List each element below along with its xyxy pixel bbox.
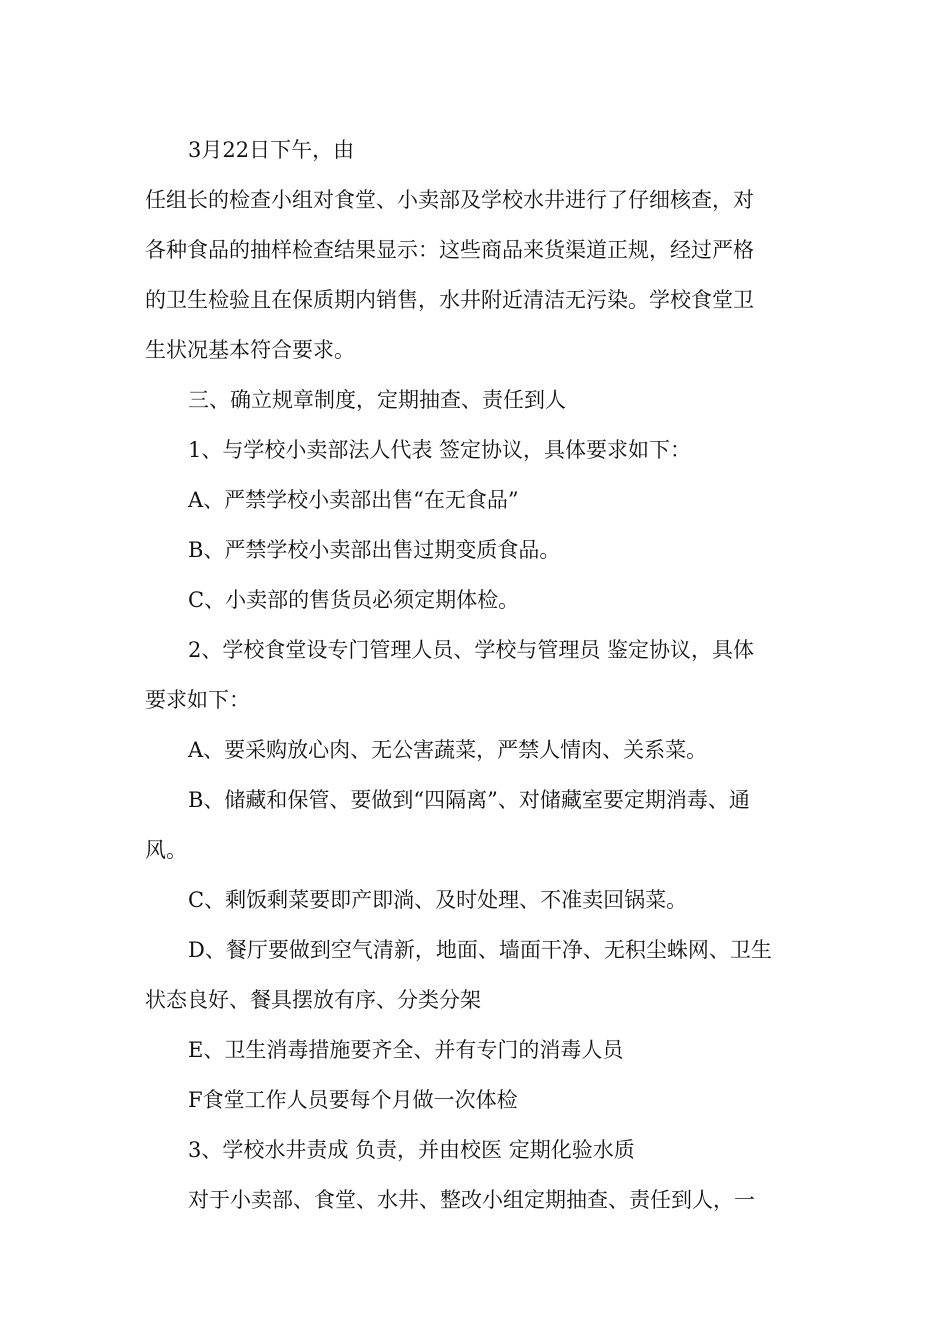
section-heading: 三、确立规章制度，定期抽查、责任到人: [188, 388, 566, 412]
text-line-8: A、严禁学校小卖部出售“在无食品”: [188, 488, 519, 512]
text-line-14: B、储藏和保管、要做到“四隔离”、对储藏室要定期消毒、通: [188, 788, 750, 812]
text-line-16: C、剩饭剩菜要即产即淌、及时处理、不准卖回锅菜。: [188, 888, 688, 912]
text-line-4: 的卫生检验且在保质期内销售，水井附近清洁无污染。学校食堂卫: [145, 288, 754, 312]
text-line-15: 风。: [145, 838, 187, 862]
text-line-13: A、要采购放心肉、无公害蔬菜，严禁人情肉、关系菜。: [188, 738, 708, 762]
text-line-22: 对于小卖部、食堂、水井、整改小组定期抽查、责任到人，一: [188, 1188, 755, 1212]
text-line-17: D、餐厅要做到空气清新，地面、墙面干净、无积尘蛛网、卫生: [188, 938, 772, 962]
text-line-3: 各种食品的抽样检查结果显示：这些商品来货渠道正规，经过严格: [145, 238, 754, 262]
text-line-1: 3月22日下午，由: [188, 138, 355, 162]
text-line-11: 2、学校食堂设专门管理人员、学校与管理员 鉴定协议，具体: [188, 638, 755, 662]
text-line-7: 1、与学校小卖部法人代表 签定协议，具体要求如下：: [188, 438, 692, 462]
text-line-9: B、严禁学校小卖部出售过期变质食品。: [188, 538, 561, 562]
text-line-10: C、小卖部的售货员必须定期体检。: [188, 588, 520, 612]
text-line-5: 生状况基本符合要求。: [145, 338, 355, 362]
text-line-21: 3、学校水井责成 负责，并由校医 定期化验水质: [188, 1138, 635, 1162]
text-line-20: F食堂工作人员要每个月做一次体检: [188, 1088, 518, 1112]
text-line-18: 状态良好、餐具摆放有序、分类分架: [145, 988, 481, 1012]
text-line-12: 要求如下：: [145, 688, 250, 712]
text-line-2: 任组长的检查小组对食堂、小卖部及学校水井进行了仔细核查，对: [145, 188, 754, 212]
text-line-19: E、卫生消毒措施要齐全、并有专门的消毒人员: [188, 1038, 624, 1062]
